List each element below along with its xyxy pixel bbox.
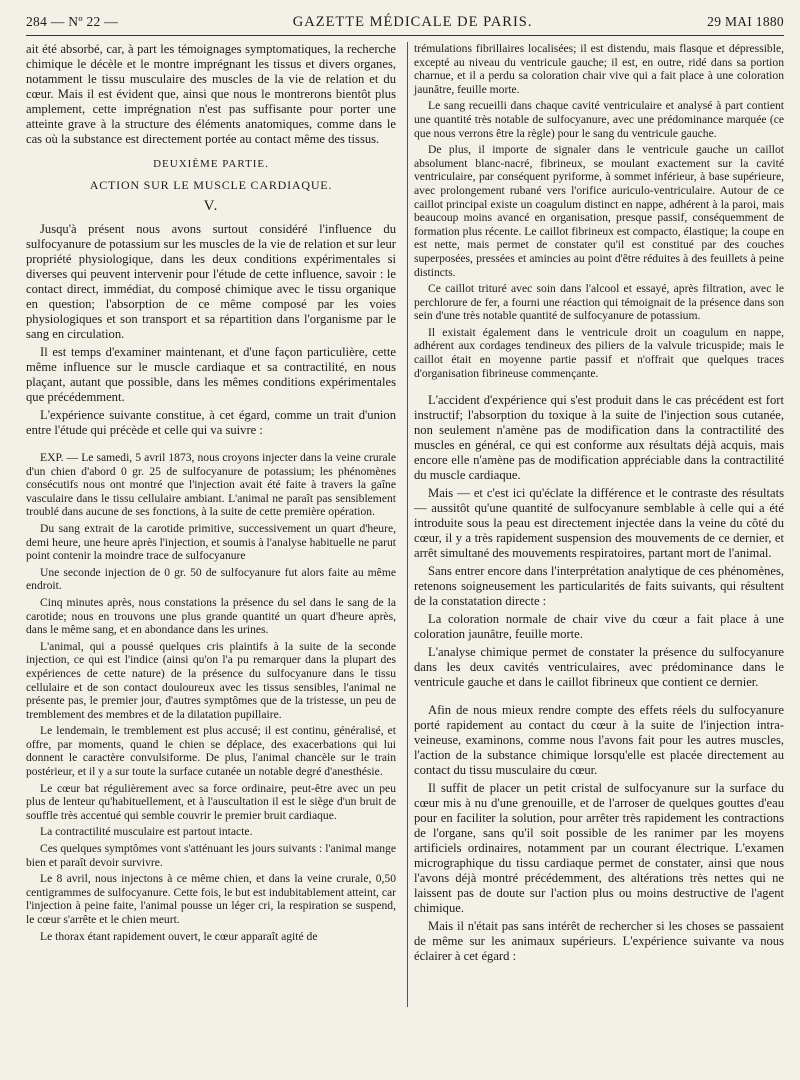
paragraph: Mais — et c'est ici qu'éclate la différence et le contraste des résultats — aussitôt qu'une quantité de sulfocyanure semblable à celle qui a été introduite sous la peau est directement injectée dans la veine du côté du cœur, il y a très rapidement suspension des mouvements de ce dernier, et arrêt simultané des mouvements respiratoires, partant mort de l'animal. [414,486,784,561]
right-column [414,42,784,967]
paragraph: L'analyse chimique permet de constater la présence du sulfocyanure dans les deux cavités ventriculaires, avec prédominance dans le ventricule gauche et dans le caillot fibrineux que contient ce dernier. [414,645,784,690]
experiment-paragraph: Le cœur bat régulièrement avec sa force ordinaire, peut-être avec un peu plus de lenteur qu'habituellement, et à l'auscultation il est le siège d'un bruit de souffle très accentué qui semble couvrir le premier bruit cardiaque. [26,781,396,822]
page-number: 284 — Nº 22 — [26,14,119,29]
experiment-paragraph: Le sang recueilli dans chaque cavité ventriculaire et analysé à part contient une quantité très notable de sulfocyanure, avec une prédominance marquée (ce que nous verrons être la règle) pour le sang du ventricule gauche. [414,99,784,140]
part-heading: DEUXIÈME PARTIE. [153,158,269,170]
paragraph: Jusqu'à présent nous avons surtout considéré l'influence du sulfocyanure de potassium sur les muscles de la vie de relation et sur leur propriété physiologique, dans les deux conditions expérimentales si diverses qui peuvent intervenir pour l'étude de cette influence, savoir : le contact direct, immédiat, du composé chimique avec le tissu organique en question; l'absorption de ce même composé par les voies physiologiques et son transport et sa répartition dans l'organisme par le sang en circulation. [26,222,396,341]
paragraph: Sans entrer encore dans l'interprétation analytique de ces phénomènes, retenons soigneusement les particularités de faits suivants, qui résultent de la constatation directe : [414,564,784,609]
issue-date: 29 MAI 1880 [707,14,784,29]
section-heading: ACTION SUR LE MUSCLE CARDIAQUE. [89,178,333,192]
experiment-paragraph: De plus, il importe de signaler dans le ventricule gauche un caillot absolument blanc-nacré, fibrineux, se moulant exactement sur la cavité ventriculaire, par conséquent pyriforme, à sommet inférieur, à base supérieure, avec prolongement rubané vers l'orifice auriculo-ventriculaire. Autour de ce caillot principal existe un coagulum distinct en nappe, adhérent à la paroi, mais beaucoup moins avancé en organisation, presque passif, conséquemment de formation plus récente. Le caillot fibrineux est compacto, élastique; la coupe en est nette, mais permet de constater qu'il est constitué par des couches superposées, pressées et amincies au point d'être réduites à des feuillets à peine distincts. [414,143,784,279]
experiment-paragraph: La contractilité musculaire est partout intacte. [40,825,253,839]
experiment-paragraph: Ce caillot trituré avec soin dans l'alcool et essayé, après filtration, avec le perchlorure de fer, a fourni une réaction qui témoignait de la présence dans son sein d'une très notable quantité de sulfocyanure de potassium. [414,282,784,323]
experiment-paragraph: L'animal, qui a poussé quelques cris plaintifs à la suite de la seconde injection, ce qui est l'indice (ainsi qu'on l'a pu remarquer dans la plupart des expériences de cette nature) de la présence du sulfocyanure dans le tissu cellulaire et de son contact douloureux avec les tissus sensibles, l'animal ne présente pas, le premier jour, d'autres symptômes que de la tristesse, un peu de tremblement des membres et de la dilatation pupillaire. [26,639,396,721]
paragraph: L'accident d'expérience qui s'est produit dans le cas précédent est fort instructif; l'absorption du toxique à la suite de l'injection sous cutanée, non seulement n'amène pas de modification dans la contractilité des muscles en général, ce qui est conforme aux résultats déjà acquis, mais encore elle n'amène pas de modification appréciable dans la contractilité du muscle cardiaque. [414,393,784,483]
experiment-paragraph: Ces quelques symptômes vont s'atténuant les jours suivants : l'animal mange bien et paraît devoir survivre. [26,842,396,869]
left-column [26,42,396,967]
paragraph: Il suffit de placer un petit cristal de sulfocyanure sur la surface du cœur mis à nu d'une grenouille, et de l'arroser de quelques gouttes d'eau pour en faciliter la solution, pour arrêter très rapidement les contractions de l'organe, sans qu'il soit possible de les ranimer par les moyens artificiels ordinaires, notamment par un courant électrique. L'examen micrographique du tissu cardiaque permet de constater, ainsi que nous l'avons déjà montré précédemment, des altérations très nettes qui ne laissent pas de doute sur l'action plus ou moins destructive de l'agent chimique. [414,781,784,916]
experiment-paragraph: EXP. — Le samedi, 5 avril 1873, nous croyons injecter dans la veine crurale d'un chien d'abord 0 gr. 25 de sulfocyanure de potassium; les phénomènes consécutifs nous ont montré que l'injection avait été faite à travers la gaîne vasculaire dans le tissu cellulaire ambiant. L'animal ne paraît pas sensiblement troublé dans aucune de ses fonctions, à la suite de cette première opération. [26,451,396,519]
paragraph: ait été absorbé, car, à part les témoignages symptomatiques, la recherche chimique le décèle et le montre imprégnant les tissus et divers organes, notamment le tissu musculaire des muscles de la vie de relation et du cœur. Mais il est évident que, ainsi que nous le montrerons bientôt plus amplement, cette imprégnation n'est pas suffisante pour porter une atteinte grave à la structure des éléments anatomiques, comme dans le cas où la substance est directement portée au contact même des tissus. [26,42,396,146]
paragraph: Afin de nous mieux rendre compte des effets réels du sulfocyanure porté rapidement au contact du cœur à la suite de l'injection intra-veineuse, examinons, comme nous l'avons fait pour les autres muscles, l'action de la substance chimique lorsqu'elle est placée directement au contact du tissu musculaire du cœur. [414,703,784,778]
journal-title: GAZETTE MÉDICALE DE PARIS. [292,14,533,30]
paragraph: L'expérience suivante constitue, à cet égard, comme un trait d'union entre l'étude qui précède et celle qui va suivre : [26,408,396,437]
experiment-paragraph: Du sang extrait de la carotide primitive, successivement un quart d'heure, demi heure, une heure après l'injection, et soumis à l'analyse habituelle ne parut point contenir la moindre trace de sulfocyanure [26,521,396,563]
paragraph: La coloration normale de chair vive du cœur a fait place à une coloration jaunâtre, feuille morte. [414,612,784,642]
experiment-paragraph: Le lendemain, le tremblement est plus accusé; il est continu, généralisé, et offre, par moments, quand le chien se déplace, des exacerbations qui lui donnent le caractère convulsiforme. De plus, l'animal chancèle sur le train postérieur, et il y a sur toute la surface cutanée un notable degré d'anesthésie. [26,724,396,779]
experiment-paragraph: Le 8 avril, nous injectons à ce même chien, et dans la veine crurale, 0,50 centigrammes de sulfocyanure. Cette fois, le but est indubitablement atteint, car l'injection à peine faite, l'animal pousse un léger cri, la respiration se suspend, le cœur s'arrête et le chien meurt. [26,872,396,926]
experiment-paragraph: Il existait également dans le ventricule droit un coagulum en nappe, adhérent aux cordages tendineux des piliers de la valvule tricuspide; mais le caillot était en moyenne partie passif et n'offrait que quelques traces d'organisation fibrineuse commençante. [414,325,784,380]
text-columns [26,42,784,967]
page-header [26,14,784,36]
experiment-paragraph: Une seconde injection de 0 gr. 50 de sulfocyanure fut alors faite au même endroit. [26,565,396,593]
experiment-paragraph: Cinq minutes après, nous constations la présence du sel dans le sang de la carotide; nous en trouvons une plus grande quantité un quart d'heure après, dans le même sang, et en abondance dans les urines. [26,595,396,637]
experiment-paragraph: Le thorax étant rapidement ouvert, le cœur apparaît agité de [40,929,318,943]
chapter-number: V. [203,198,219,214]
paragraph: Mais il n'était pas sans intérêt de rechercher si les choses se passaient de même sur les animaux supérieurs. L'expérience suivante va nous éclairer à cet égard : [414,919,784,964]
experiment-paragraph: trémulations fibrillaires localisées; il est distendu, mais flasque et dépressible, excepté au niveau du ventricule gauche; il est, en outre, ridé dans sa portion charnue, et il a perdu sa coloration chair vive qui a fait place à une coloration jaunâtre, feuille morte. [414,42,784,96]
paragraph: Il est temps d'examiner maintenant, et d'une façon particulière, cette même influence sur le muscle cardiaque et sa contractilité, en nous plaçant, autant que possible, dans les mêmes conditions expérimentales que précédemment. [26,345,396,404]
